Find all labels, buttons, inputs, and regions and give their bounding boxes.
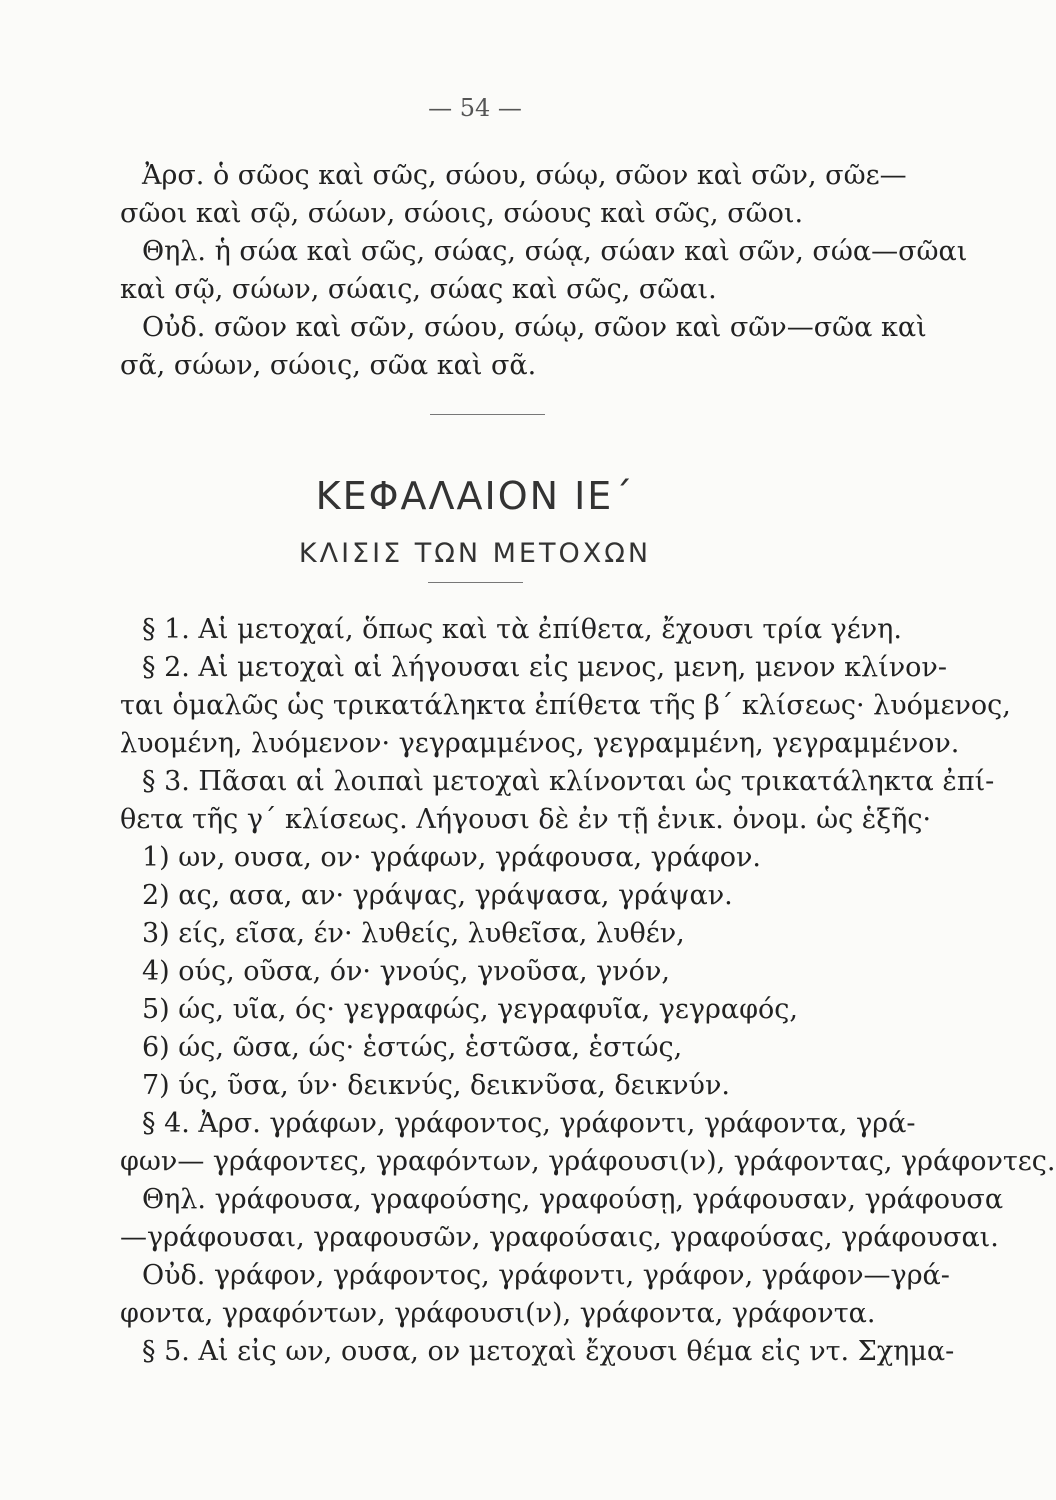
separator-rule-bottom	[428, 582, 523, 583]
body-line: § 3. Πᾶσαι αἱ λοιπαὶ μετοχαὶ κλίνονται ὡς τρικατάληκτα ἐπί-	[142, 766, 995, 797]
decl-line-5: Οὐδ. σῶον καὶ σῶν, σώου, σώῳ, σῶον καὶ σῶν—σῶα καὶ	[142, 312, 927, 343]
decl-line-4: καὶ σῷ, σώων, σώαις, σώας καὶ σῶς, σῶαι.	[120, 274, 717, 305]
ending-line-6: 6) ώς, ῶσα, ώς· ἑστώς, ἑστῶσα, ἑστώς,	[142, 1032, 683, 1063]
body-line: Θηλ. γράφουσα, γραφούσης, γραφούσῃ, γράφουσαν, γράφουσα	[142, 1184, 1004, 1215]
ending-line-1: 1) ων, ουσα, ον· γράφων, γράφουσα, γράφον.	[142, 842, 762, 873]
body-line: —γράφουσαι, γραφουσῶν, γραφούσαις, γραφούσας, γράφουσαι.	[120, 1222, 999, 1253]
body-line: § 1. Αἱ μετοχαί, ὅπως καὶ τὰ ἐπίθετα, ἔχουσι τρία γένη.	[142, 614, 902, 645]
decl-line-2: σῶοι καὶ σῷ, σώων, σώοις, σώους καὶ σῶς, σῶοι.	[120, 198, 804, 229]
ending-line-4: 4) ούς, οῦσα, όν· γνούς, γνοῦσα, γνόν,	[142, 956, 670, 987]
body-line: λυομένη, λυόμενον· γεγραμμένος, γεγραμμένη, γεγραμμένον.	[120, 728, 960, 759]
body-line: θετα τῆς γ΄ κλίσεως. Λήγουσι δὲ ἐν τῇ ἑνικ. ὀνομ. ὡς ἑξῆς·	[120, 804, 932, 835]
body-line: Οὐδ. γράφον, γράφοντος, γράφοντι, γράφον, γράφον—γρά-	[142, 1260, 950, 1291]
decl-line-1: Ἀρσ. ὁ σῶος καὶ σῶς, σώου, σώῳ, σῶον καὶ σῶν, σῶε—	[142, 160, 907, 191]
decl-line-3: Θηλ. ἡ σώα καὶ σῶς, σώας, σώᾳ, σώαν καὶ σῶν, σώα—σῶαι	[142, 236, 968, 267]
chapter-subtitle: ΚΛΙΣΙΣ ΤΩΝ ΜΕΤΟΧΩΝ	[298, 538, 652, 569]
decl-line-6: σᾶ, σώων, σώοις, σῶα καὶ σᾶ.	[120, 350, 537, 381]
body-line: ται ὁμαλῶς ὡς τρικατάληκτα ἐπίθετα τῆς β΄ κλίσεως· λυόμενος,	[120, 690, 1011, 721]
body-text	[120, 614, 1056, 1368]
body-line: § 2. Αἱ μετοχαὶ αἱ λήγουσαι εἰς μενος, μενη, μενον κλίνον-	[142, 652, 947, 683]
ending-line-3: 3) είς, εῖσα, έν· λυθείς, λυθεῖσα, λυθέν,	[142, 918, 685, 949]
body-line: § 5. Αἱ εἰς ων, ουσα, ον μετοχαὶ ἔχουσι θέμα εἰς ντ. Σχημα-	[142, 1336, 955, 1367]
ending-line-5: 5) ώς, υῖα, ός· γεγραφώς, γεγραφυῖα, γεγραφός,	[142, 994, 799, 1025]
body-line: φοντα, γραφόντων, γράφουσι(ν), γράφοντα, γράφοντα.	[120, 1298, 876, 1329]
ending-line-7: 7) ύς, ῦσα, ύν· δεικνύς, δεικνῦσα, δεικνύν.	[142, 1070, 730, 1101]
body-line: § 4. Ἀρσ. γράφων, γράφοντος, γράφοντι, γράφοντα, γρά-	[142, 1108, 916, 1139]
ending-line-2: 2) ας, ασα, αν· γράψας, γράψασα, γράψαν.	[142, 880, 733, 911]
page-number: — 54 —	[428, 94, 522, 122]
declension-block	[120, 160, 968, 382]
separator-rule-top	[430, 414, 545, 415]
chapter-title: ΚΕΦΑΛΑΙΟΝ ΙΕ΄	[315, 474, 635, 518]
body-line: φων— γράφοντες, γραφόντων, γράφουσι(ν), γράφοντας, γράφοντες.	[120, 1146, 1056, 1177]
